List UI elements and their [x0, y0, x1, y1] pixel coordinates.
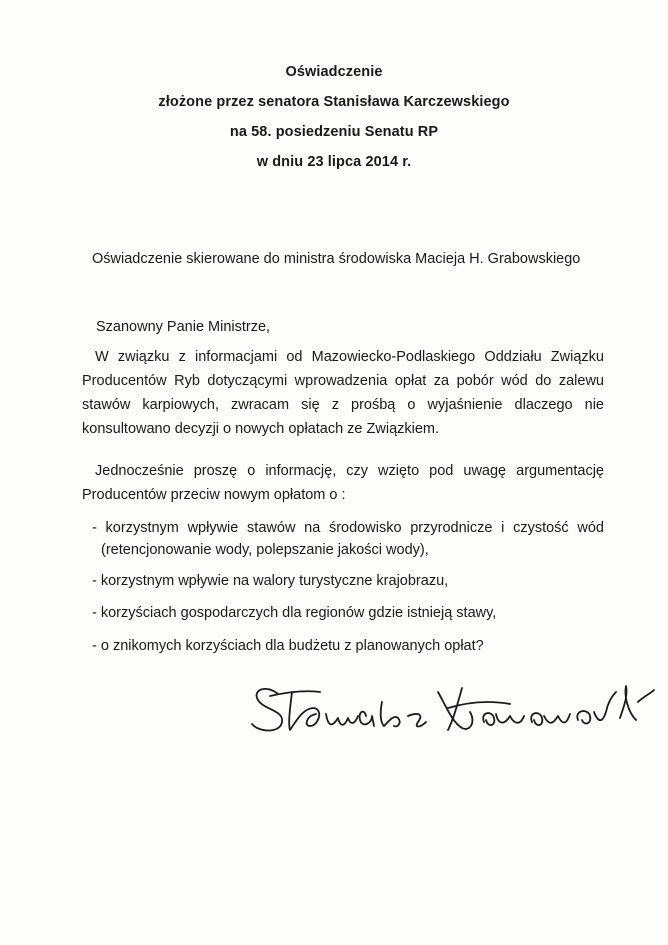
document-subtitle: złożone przez senatora Stanisława Karczewskiego	[158, 94, 510, 110]
document-title: Oświadczenie	[285, 64, 383, 80]
paragraph-2	[82, 459, 604, 507]
paragraph-1-text: W związku z informacjami od Mazowiecko-Podlaskiego Oddziału Związku Producentów Ryb dotyczącymi wprowadzenia opłat za pobór wód do zalewu stawów karpiowych, zwracam się z prośbą o wyjaśnienie dlaczego nie konsultowano decyzji o nowych opłatach ze Związkiem.	[82, 349, 604, 437]
bullet-item-1-line2: (retencjonowanie wody, polepszanie jakości wody),	[101, 542, 429, 558]
paragraph-1	[82, 345, 604, 441]
handwritten-signature	[248, 672, 658, 750]
addressee-line: Oświadczenie skierowane do ministra środowiska Macieja H. Grabowskiego	[92, 251, 581, 267]
bullet-item-3: - korzyściach gospodarczych dla regionów gdzie istnieją stawy,	[92, 605, 497, 621]
bullet-item-1	[92, 516, 604, 540]
salutation: Szanowny Panie Ministrze,	[96, 319, 271, 335]
date-line: w dniu 23 lipca 2014 r.	[256, 154, 412, 170]
session-line: na 58. posiedzeniu Senatu RP	[229, 124, 439, 140]
bullet-item-1-line1: - korzystnym wpływie stawów na środowisko przyrodnicze i czystość wód	[92, 520, 604, 536]
paragraph-2-text: Jednocześnie proszę o informację, czy wzięto pod uwagę argumentację Producentów przeciw nowym opłatom o :	[82, 463, 604, 503]
bullet-item-2: - korzystnym wpływie na walory turystyczne krajobrazu,	[92, 573, 449, 589]
bullet-item-4: - o znikomych korzyściach dla budżetu z planowanych opłat?	[92, 638, 484, 654]
